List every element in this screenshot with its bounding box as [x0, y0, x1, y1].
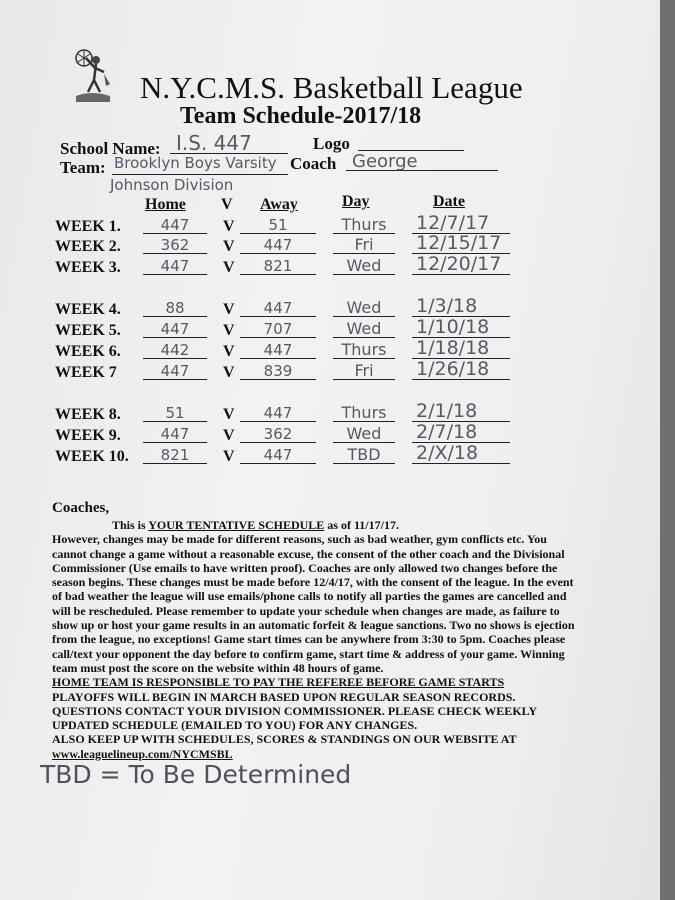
- day-value: Wed: [346, 298, 382, 317]
- team-value: Brooklyn Boys Varsity: [114, 154, 277, 172]
- header-date: Date: [433, 193, 465, 210]
- week-label: WEEK 5.: [55, 322, 121, 339]
- handwritten-tbd-note: TBD = To Be Determined: [40, 760, 352, 789]
- notes-paragraph: However, changes may be made for different reasons, such as bad weather, gym conflicts etc. You cannot change a game without a reasonable excuse, the consent of the other coach and the Divisional Commissioner (Use emails to have written proof). Coaches are only allowed two changes before the season begins. These changes must be made before 12/4/17, with the consent of the league. In the event of bad weather the league will use emails/phone calls to notify all parties the games are cancelled and will be rescheduled. Please remember to update your schedule when changes are made, as failure to show up or host your game results in an automatic forfeit & league sanctions. Two no shows is ejection from the league, no exceptions! Game start times can be anywhere from 3:30 to 5pm. Coaches please call/text your opponent the day before to confirm game, start time & address of your game. Winning team must post the score on the website within 48 hours of game.: [52, 532, 575, 675]
- team-line: [112, 174, 288, 175]
- logo-label: Logo: [313, 134, 350, 153]
- day-value: Thurs: [341, 340, 387, 359]
- versus-label: V: [223, 406, 235, 423]
- week-label: WEEK 4.: [55, 301, 121, 318]
- versus-label: V: [223, 343, 235, 360]
- header-away: Away: [260, 196, 298, 213]
- away-team-value: 447: [263, 299, 293, 317]
- versus-label: V: [223, 322, 235, 339]
- home-team-value: 51: [165, 404, 185, 422]
- away-team-value: 447: [263, 236, 293, 254]
- home-team-value: 442: [160, 341, 190, 359]
- coach-value: George: [352, 151, 418, 172]
- day-value: Fri: [354, 235, 374, 254]
- header-day: Day: [342, 193, 370, 210]
- date-value: 2/X/18: [416, 442, 479, 464]
- home-team-value: 447: [160, 425, 190, 443]
- notes-home-team: HOME TEAM IS RESPONSIBLE TO PAY THE REFEREE BEFORE GAME STARTS: [52, 675, 505, 690]
- away-team-value: 821: [263, 257, 293, 275]
- day-value: Wed: [346, 424, 382, 443]
- date-value: 12/7/17: [416, 212, 490, 234]
- notes-line1: [52, 518, 582, 532]
- team-label: Team:: [60, 158, 106, 177]
- week-label: WEEK 7: [55, 364, 117, 381]
- home-team-value: 362: [160, 236, 190, 254]
- versus-label: V: [223, 364, 235, 381]
- school-name-value: I.S. 447: [176, 131, 252, 155]
- date-value: 1/18/18: [416, 337, 490, 359]
- schedule-subtitle: Team Schedule-2017/18: [180, 103, 422, 129]
- week-label: WEEK 8.: [55, 406, 121, 423]
- day-value: Wed: [346, 319, 382, 338]
- header-home: Home: [145, 196, 186, 213]
- away-team-value: 362: [263, 425, 293, 443]
- week-label: WEEK 6.: [55, 343, 121, 360]
- notes-questions: QUESTIONS CONTACT YOUR DIVISION COMMISSIONER. PLEASE CHECK WEEKLY UPDATED SCHEDULE (EMAILED TO YOU) FOR ANY CHANGES.: [52, 703, 537, 733]
- away-team-value: 51: [268, 216, 288, 234]
- home-team-value: 447: [160, 216, 190, 234]
- date-value: 2/1/18: [416, 400, 478, 422]
- date-value: 1/3/18: [416, 295, 478, 317]
- versus-label: V: [223, 259, 235, 276]
- coach-label: Coach: [290, 154, 337, 173]
- away-team-value: 447: [263, 446, 293, 464]
- day-value: TBD: [347, 445, 381, 464]
- week-label: WEEK 2.: [55, 238, 121, 255]
- basketball-player-logo-icon: [70, 46, 114, 104]
- week-label: WEEK 10.: [55, 448, 129, 465]
- day-value: Fri: [354, 361, 374, 380]
- notes-line1-post: as of 11/17/17.: [324, 518, 399, 532]
- date-value: 12/15/17: [416, 232, 502, 254]
- week-label: WEEK 3.: [55, 259, 121, 276]
- division-value: Johnson Division: [110, 176, 234, 194]
- notes-greeting: Coaches,: [52, 500, 110, 516]
- week-label: WEEK 1.: [55, 218, 121, 235]
- day-value: Thurs: [341, 403, 387, 422]
- home-team-value: 821: [160, 446, 190, 464]
- home-team-value: 447: [160, 257, 190, 275]
- notes-body: [52, 518, 582, 761]
- versus-label: V: [223, 218, 235, 235]
- away-team-value: 447: [263, 341, 293, 359]
- notes-playoffs: PLAYOFFS WILL BEGIN IN MARCH BASED UPON REGULAR SEASON RECORDS.: [52, 689, 516, 704]
- date-value: 1/26/18: [416, 358, 490, 380]
- away-team-value: 707: [263, 320, 293, 338]
- date-value: 2/7/18: [416, 421, 478, 443]
- week-label: WEEK 9.: [55, 427, 121, 444]
- versus-label: V: [223, 448, 235, 465]
- notes-line1-pre: This is: [112, 518, 149, 532]
- notes-website-link[interactable]: www.leaguelineup.com/NYCMSBL: [52, 746, 233, 761]
- notes-line1-emphasis: YOUR TENTATIVE SCHEDULE: [148, 518, 325, 532]
- league-title: N.Y.C.M.S. Basketball League: [140, 70, 523, 105]
- away-team-value: 447: [263, 404, 293, 422]
- date-value: 1/10/18: [416, 316, 490, 338]
- versus-label: V: [223, 238, 235, 255]
- home-team-value: 447: [160, 320, 190, 338]
- notes-keep-up: ALSO KEEP UP WITH SCHEDULES, SCORES & STANDINGS ON OUR WEBSITE AT: [52, 732, 517, 747]
- home-team-value: 447: [160, 362, 190, 380]
- home-team-value: 88: [165, 299, 185, 317]
- day-value: Thurs: [341, 215, 387, 234]
- away-team-value: 839: [263, 362, 293, 380]
- header-v: V: [221, 196, 233, 213]
- date-value: 12/20/17: [416, 253, 502, 275]
- school-name-label: School Name:: [60, 139, 161, 158]
- versus-label: V: [223, 427, 235, 444]
- versus-label: V: [223, 301, 235, 318]
- day-value: Wed: [346, 256, 382, 275]
